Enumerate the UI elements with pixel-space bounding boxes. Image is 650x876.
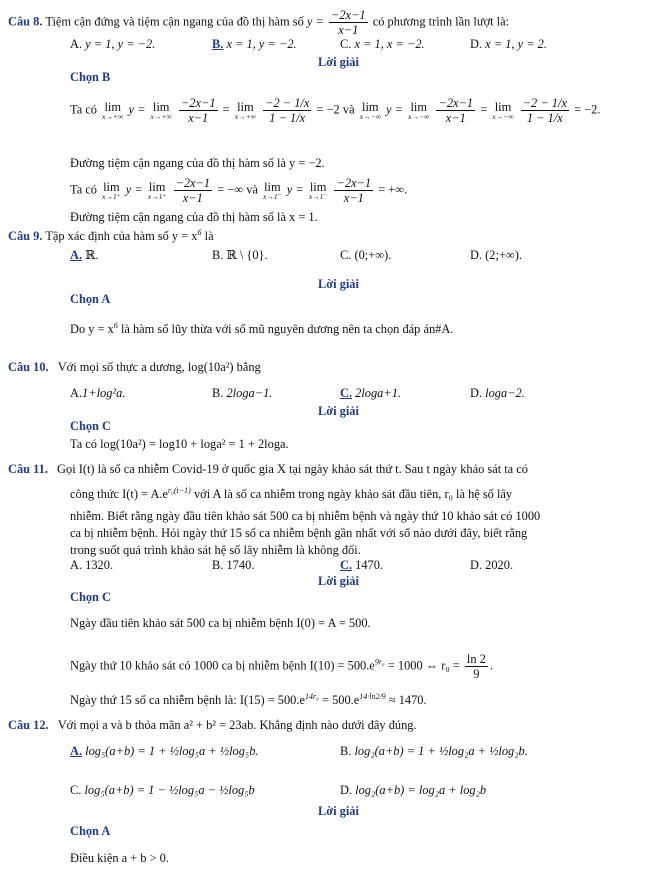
q10-chosen: Chọn C: [70, 419, 111, 433]
q8-option-c-key: C.: [340, 37, 352, 51]
q8-option-b-value: x = 1, y = −2.: [226, 37, 297, 51]
q9-option-c[interactable]: [340, 248, 391, 264]
q10-option-b[interactable]: [212, 386, 272, 402]
q9-option-a[interactable]: [70, 248, 99, 264]
q8-option-d-value: x = 1, y = 2.: [485, 37, 547, 51]
q8-lim10-word: lim: [309, 179, 327, 194]
q8-step1-r2: = −2.: [574, 102, 601, 117]
q8-lim9-y: y =: [286, 182, 304, 197]
q8-lim6-word: lim: [494, 99, 512, 114]
q9-step1-a: Do y = x: [70, 322, 114, 337]
q12-chosen: Chọn A: [70, 824, 111, 838]
q8-step1-frac1-den: x−1: [188, 111, 209, 126]
q11-chosen: Chọn C: [70, 590, 111, 604]
q11-option-a-key: A.: [70, 558, 83, 572]
q8-lim9-word: lim: [264, 179, 281, 194]
q8-step1-frac2: [263, 96, 311, 126]
q11-option-c-key: C.: [340, 558, 353, 572]
q8-option-b-key: B.: [212, 37, 224, 51]
q8-step4: Đường tiệm cận ngang của đồ thị hàm số là x = 1.: [70, 210, 318, 224]
q8-step1-va: và: [342, 102, 355, 117]
q9-step1-exp: 6: [113, 321, 118, 330]
q8-option-a[interactable]: [70, 37, 155, 53]
q11-step2-c: .: [489, 658, 493, 673]
q8-lim8-word: lim: [148, 179, 166, 194]
q8-step1: [70, 96, 600, 126]
q8-option-c[interactable]: [340, 37, 425, 53]
q10-option-d-key: D.: [470, 386, 483, 400]
q11-step3: [70, 692, 427, 709]
q9-step1: [70, 321, 453, 338]
q8-step3-frac2-den: x−1: [343, 191, 364, 206]
q9-text: Tập xác định của hàm số y = x: [45, 229, 198, 244]
q10-text: Với mọi số thực a dương, log(10a²) bằng: [57, 360, 261, 374]
q8-step3-r4: = +∞.: [378, 182, 408, 197]
q8-lim3-sub: x→+∞: [234, 112, 256, 122]
q11-step2-b: = 1000 ⇔ r₀ =: [387, 658, 460, 673]
q8-fn-num: −2x−1: [331, 8, 366, 22]
q9-option-c-value: (0;+∞).: [354, 248, 392, 262]
q11-step2-exp: 9r₀: [374, 657, 385, 667]
q8-step3-frac2: [334, 176, 373, 206]
q10-option-c[interactable]: [340, 386, 401, 402]
q11-option-d[interactable]: [470, 558, 513, 574]
q8-lim8: [148, 181, 167, 201]
q10-option-d[interactable]: [470, 386, 525, 402]
q11-p2b: với A là số ca nhiễm trong ngày khảo sát đầu tiên, r₀ là hệ số lây: [193, 487, 513, 502]
q10-option-a[interactable]: [70, 386, 125, 402]
q11-p1: Gọi I(t) là số ca nhiễm Covid-19 ở quốc gia X tại ngày khảo sát thứ t. Sau t ngày khảo sát ta có: [57, 462, 528, 476]
q8-lim4-word: lim: [362, 99, 379, 114]
q8-option-b[interactable]: [212, 37, 297, 53]
q10-label: Câu 10.: [8, 360, 49, 374]
q11-label: Câu 11.: [8, 462, 48, 476]
q8-lim6: [492, 101, 513, 121]
q8-step1-frac2-num: −2 − 1/x: [265, 96, 310, 110]
q8-lim6-sub: x→−∞: [492, 112, 514, 122]
q8-fn-den: x−1: [338, 23, 359, 38]
q12-option-a[interactable]: [70, 744, 259, 760]
q9-option-c-key: C.: [340, 248, 352, 262]
q8-step1-frac2-den: 1 − 1/x: [269, 111, 306, 126]
q11-question-line1: [8, 462, 528, 478]
q11-step2-den: 9: [473, 667, 480, 682]
q8-lim8-sub: x→1⁺: [147, 192, 167, 202]
q8-lim4: [360, 101, 381, 121]
q8-option-a-value: y = 1, y = −2.: [85, 37, 156, 51]
q8-step3-pre: Ta có: [70, 182, 97, 197]
q8-lim7-sub: x→1⁺: [102, 192, 121, 202]
q11-option-d-value: 2020.: [485, 558, 514, 572]
q11-option-b-value: 1740.: [226, 558, 255, 572]
q11-question-line3: nhiễm. Biết rằng ngày đầu tiên khảo sát 500 ca bị nhiễm bệnh và ngày thứ 10 khảo sát có 1000: [70, 509, 541, 523]
q8-lim7-word: lim: [103, 179, 120, 194]
q8-lim2-sub: x→+∞: [150, 112, 172, 122]
q8-step1-frac1-num: −2x−1: [180, 96, 216, 110]
q8-step3: [70, 176, 407, 206]
q8-step1-eq2: =: [480, 102, 488, 117]
q8-step1-r1: = −2: [316, 102, 340, 117]
q8-lim1: [102, 101, 123, 121]
q11-option-a[interactable]: [70, 558, 113, 574]
q9-question: [8, 228, 214, 245]
q10-option-a-key: A.: [70, 386, 83, 400]
q8-lim2: [151, 101, 172, 121]
q8-lim1-word: lim: [104, 99, 121, 114]
q10-solution-title: Lời giải: [318, 404, 359, 418]
q11-step3-c: ≈ 1470.: [388, 693, 427, 708]
q12-option-b-value: log₂(a+b) = 1 + ½log₂a + ½log₂b.: [354, 744, 528, 758]
q12-option-b[interactable]: [340, 744, 528, 760]
q8-step1-frac4-den: 1 − 1/x: [526, 111, 563, 126]
q11-step3-b: = 500.e: [321, 693, 360, 708]
q11-option-d-key: D.: [470, 558, 483, 572]
q11-p2a: công thức I(t) = A.e: [70, 487, 168, 502]
q11-step1: Ngày đầu tiên khảo sát 500 ca bị nhiễm bệnh I(0) = A = 500.: [70, 616, 371, 630]
q8-step1-frac4: [521, 96, 569, 126]
q11-step3-exp2: 14·ln2/9: [359, 692, 386, 701]
q8-step1-frac3-den: x−1: [445, 111, 466, 126]
q8-lim3-word: lim: [237, 99, 254, 114]
q12-label: Câu 12.: [8, 718, 49, 732]
q11-p2exp: r₀(t−1): [168, 486, 191, 495]
q10-option-a-value: 1+log²a.: [82, 386, 126, 400]
q8-lim9-sub: x→1⁻: [263, 192, 282, 202]
q11-step2-a: Ngày thứ 10 khảo sát có 1000 ca bị nhiễm bệnh I(10) = 500.e: [70, 658, 375, 673]
q8-chosen: Chọn B: [70, 70, 111, 84]
q10-option-c-value: 2loga+1.: [355, 386, 402, 400]
q12-step1: Điều kiện a + b > 0.: [70, 851, 169, 865]
q12-option-c-key: C.: [70, 783, 82, 797]
q12-option-d-value: log₂(a+b) = log₂a + log₂b: [355, 783, 487, 797]
q12-option-c-value: log₅(a+b) = 1 − ½log₅a − ½log₅b: [84, 783, 255, 797]
q12-question: [8, 718, 417, 734]
q10-option-c-key: C.: [340, 386, 353, 400]
q12-option-d-key: D.: [340, 783, 353, 797]
q9-exp: 6: [197, 228, 202, 237]
q10-option-b-key: B.: [212, 386, 224, 400]
q10-question: [8, 360, 261, 376]
q8-lim5-sub: x→−∞: [408, 112, 430, 122]
q8-lim10: [309, 181, 328, 201]
q11-question-line5: trong suốt quá trình khảo sát hệ số lây nhiễm là không đổi.: [70, 543, 361, 557]
q8-step3-r3: = −∞: [217, 182, 244, 197]
q9-chosen: Chọn A: [70, 292, 111, 306]
q9-option-d-key: D.: [470, 248, 483, 262]
q8-fn-lhs: y =: [306, 14, 324, 29]
q8-step1-frac3: [436, 96, 475, 126]
q8-lim7: [102, 181, 121, 201]
q9-solution-title: Lời giải: [318, 277, 359, 291]
q8-option-d-key: D.: [470, 37, 483, 51]
q11-solution-title: Lời giải: [318, 574, 359, 588]
q8-step1-frac1: [179, 96, 218, 126]
q8-lim7-y: y =: [125, 182, 143, 197]
q8-step1-eq1: =: [222, 102, 230, 117]
q8-lim3: [235, 101, 256, 121]
q8-step3-frac1-den: x−1: [182, 191, 203, 206]
q9-option-b[interactable]: [212, 248, 268, 264]
q8-step1-pre: Ta có: [70, 102, 97, 117]
q8-step3-frac1: [174, 176, 213, 206]
q8-lim1-sub: x→+∞: [102, 112, 124, 122]
q9-text2: là: [204, 229, 214, 244]
q8-option-d[interactable]: [470, 37, 547, 53]
q11-question-line4: ca bị nhiễm bệnh. Hỏi ngày thứ 15 số ca nhiễm bệnh gần nhất với số nào dưới đây, biết rằng: [70, 526, 528, 540]
q10-option-d-value: loga−2.: [485, 386, 525, 400]
q8-lim4-y: y =: [386, 102, 404, 117]
q11-option-b-key: B.: [212, 558, 224, 572]
q11-option-c-value: 1470.: [355, 558, 384, 572]
q8-fraction: [329, 8, 368, 38]
q11-step3-exp: 14r₀: [304, 692, 319, 701]
q11-option-a-value: 1320.: [85, 558, 114, 572]
q10-option-b-value: 2loga−1.: [226, 386, 273, 400]
q11-step2-num: ln 2: [466, 652, 486, 666]
q11-step2-frac: [465, 652, 488, 682]
q8-label: Câu 8.: [8, 14, 43, 29]
q12-option-c[interactable]: [70, 783, 255, 799]
q8-lim4-sub: x→−∞: [359, 112, 381, 122]
q9-option-b-value: ℝ \ {0}.: [226, 248, 268, 262]
q9-option-d[interactable]: [470, 248, 522, 264]
q8-text: Tiệm cận đứng và tiệm cận ngang của đồ thị hàm số: [45, 14, 304, 29]
q9-label: Câu 9.: [8, 229, 43, 244]
q12-option-a-key: A.: [70, 744, 83, 758]
q8-lim1-y: y =: [128, 102, 146, 117]
q11-step2: [70, 652, 493, 682]
q12-option-a-value: log₅(a+b) = 1 + ½log₅a + ½log₅b.: [85, 744, 259, 758]
q8-option-a-key: A.: [70, 37, 83, 51]
q8-solution-title: Lời giải: [318, 55, 359, 69]
q8-step2: Đường tiệm cận ngang của đồ thị hàm số là y = −2.: [70, 156, 325, 170]
q11-question-line2: [70, 486, 512, 503]
q8-lim5: [408, 101, 429, 121]
q12-solution-title: Lời giải: [318, 804, 359, 818]
q12-option-b-key: B.: [340, 744, 352, 758]
q9-step1-b: là hàm số lũy thừa với số mũ nguyên dương nên ta chọn đáp án#A.: [120, 322, 454, 337]
q8-text2: có phương trình lần lượt là:: [372, 14, 510, 29]
q8-step1-frac4-num: −2 − 1/x: [522, 96, 567, 110]
q8-step1-frac3-num: −2x−1: [438, 96, 474, 110]
q11-option-b[interactable]: [212, 558, 254, 574]
q8-step3-frac2-num: −2x−1: [336, 176, 372, 190]
q11-option-c[interactable]: [340, 558, 383, 574]
q8-lim2-word: lim: [152, 99, 170, 114]
q12-text: Với mọi a và b thỏa mãn a² + b² = 23ab. Khẳng định nào dưới đây đúng.: [57, 718, 417, 732]
q8-lim10-sub: x→1⁻: [308, 192, 328, 202]
q12-option-d[interactable]: [340, 783, 486, 799]
q9-option-b-key: B.: [212, 248, 224, 262]
q8-lim9: [263, 181, 282, 201]
q8-step3-frac1-num: −2x−1: [175, 176, 211, 190]
q8-option-c-value: x = 1, x = −2.: [354, 37, 425, 51]
q9-option-d-value: (2;+∞).: [485, 248, 522, 262]
q8-question: [8, 8, 509, 38]
q11-step3-a: Ngày thứ 15 số ca nhiễm bệnh là: I(15) = 500.e: [70, 693, 305, 708]
q8-lim5-word: lim: [410, 99, 428, 114]
q10-step1: Ta có log(10a²) = log10 + loga² = 1 + 2loga.: [70, 437, 289, 451]
q8-step3-va: và: [246, 182, 258, 197]
q9-option-a-value: ℝ.: [85, 248, 99, 262]
q9-option-a-key: A.: [70, 248, 83, 262]
